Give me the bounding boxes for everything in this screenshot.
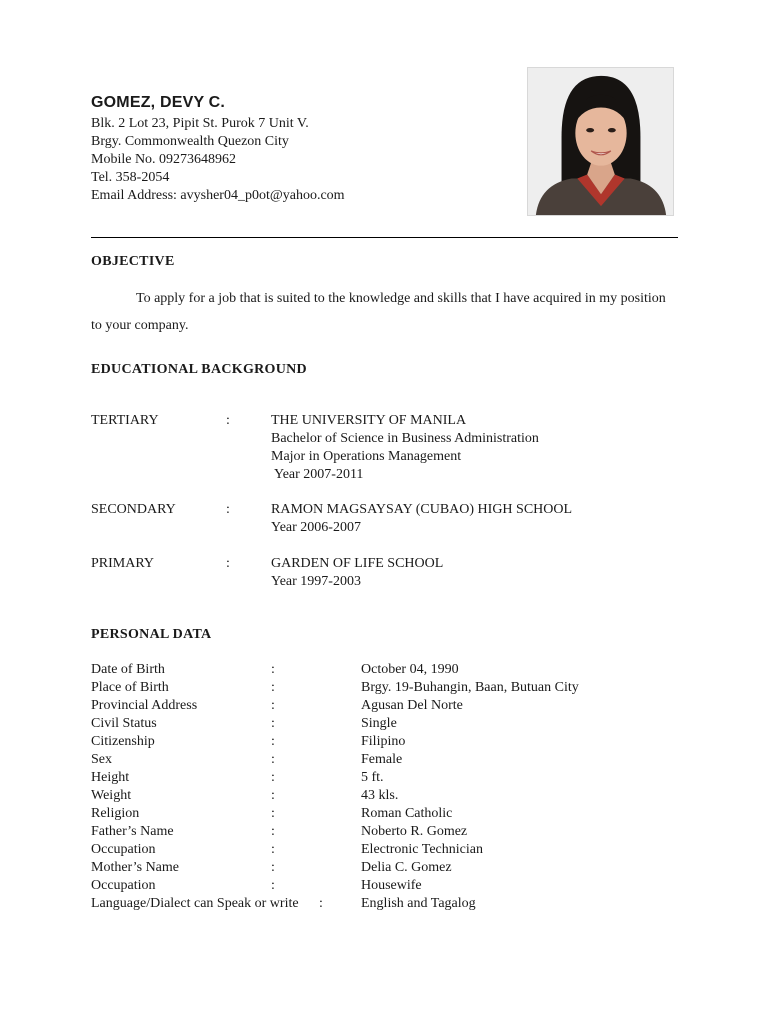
separator-colon: : [271,860,275,875]
education-details [271,501,572,537]
objective-text [91,285,671,339]
field-label: Date of Birth [91,662,165,677]
separator-colon: : [271,824,275,839]
education-details [271,412,539,484]
school-years: Year 2007-2011 [271,467,364,482]
separator-colon: : [226,556,230,571]
separator-colon: : [271,662,275,677]
field-value: Brgy. 19-Buhangin, Baan, Butuan City [361,680,579,695]
school-name: RAMON MAGSAYSAY (CUBAO) HIGH SCHOOL [271,502,573,517]
field-label: Religion [91,806,140,821]
field-label: Civil Status [91,716,157,731]
separator-colon: : [271,680,275,695]
email-address: Email Address: avysher04_p0ot@yahoo.com [91,188,345,203]
mobile-number: Mobile No. 09273648962 [91,152,237,167]
separator-colon: : [226,413,230,428]
field-label: Provincial Address [91,698,198,713]
major: Major in Operations Management [271,449,462,464]
separator-colon: : [271,734,275,749]
field-value: Agusan Del Norte [361,698,463,713]
field-label: Mother’s Name [91,860,179,875]
field-label: Height [91,770,130,785]
field-value: 5 ft. [361,770,384,785]
school-years: Year 1997-2003 [271,574,361,589]
education-level: SECONDARY [91,502,176,517]
school-name: GARDEN OF LIFE SCHOOL [271,556,444,571]
header-divider [91,237,678,238]
education-details [271,555,443,591]
separator-colon: : [271,788,275,803]
school-name: THE UNIVERSITY OF MANILA [271,413,467,428]
field-value: Noberto R. Gomez [361,824,468,839]
separator-colon: : [271,770,275,785]
field-label: Sex [91,752,112,767]
education-level: TERTIARY [91,413,159,428]
separator-colon: : [226,502,230,517]
field-label: Occupation [91,842,156,857]
applicant-photo [527,67,674,216]
field-value: Single [361,716,397,731]
education-heading: EDUCATIONAL BACKGROUND [91,362,307,377]
field-label: Father’s Name [91,824,174,839]
contact-block [91,115,345,205]
education-level: PRIMARY [91,556,155,571]
separator-colon: : [271,752,275,767]
field-value: English and Tagalog [361,896,476,911]
field-value: Roman Catholic [361,806,453,821]
objective-heading: OBJECTIVE [91,254,175,269]
field-label: Citizenship [91,734,155,749]
applicant-name: GOMEZ, DEVY C. [91,94,226,111]
field-label: Language/Dialect can Speak or write [91,896,299,911]
field-label: Place of Birth [91,680,169,695]
separator-colon: : [271,698,275,713]
field-value: Electronic Technician [361,842,483,857]
field-value: Housewife [361,878,422,893]
field-value: October 04, 1990 [361,662,459,677]
field-label: Occupation [91,878,156,893]
objective-paragraph: To apply for a job that is suited to the knowledge and skills that I have acquired in my position to your company. [91,291,666,333]
address-line-1: Blk. 2 Lot 23, Pipit St. Purok 7 Unit V. [91,116,309,131]
field-value: Delia C. Gomez [361,860,452,875]
separator-colon: : [319,896,323,911]
portrait-image [528,68,673,215]
school-years: Year 2006-2007 [271,520,361,535]
separator-colon: : [271,842,275,857]
separator-colon: : [271,878,275,893]
field-value: Female [361,752,403,767]
field-value: 43 kls. [361,788,399,803]
degree: Bachelor of Science in Business Administration [271,431,539,446]
field-label: Weight [91,788,132,803]
separator-colon: : [271,716,275,731]
telephone-number: Tel. 358-2054 [91,170,170,185]
separator-colon: : [271,806,275,821]
address-line-2: Brgy. Commonwealth Quezon City [91,134,289,149]
personal-data-heading: PERSONAL DATA [91,627,212,642]
field-value: Filipino [361,734,406,749]
